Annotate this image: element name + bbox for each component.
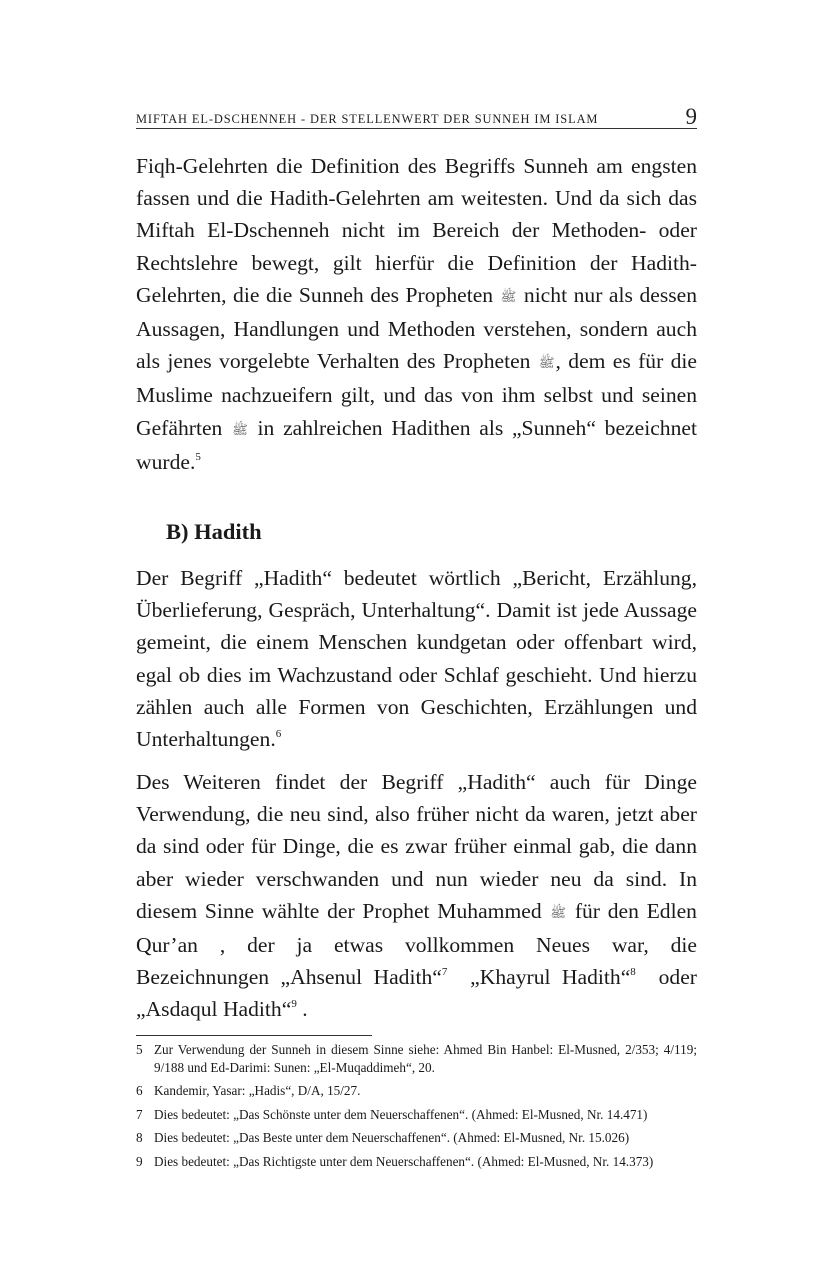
running-title: MIFTAH EL-DSCHENNEH - DER STELLENWERT DER SUNNEH IM ISLAM: [136, 112, 599, 126]
text-segment: Des Weiteren findet der Begriff „Hadith“ auch für Dinge Verwendung, die neu sind, also früher nicht da waren, jetzt aber da sind oder für Dinge, die es zwar früher einmal gab, die dann aber wieder verschwanden und nun wieder neu da sind. In diesem Sinne wählte der Prophet Muhammed: [136, 770, 697, 923]
paragraph-hadith-usage: [136, 766, 697, 1026]
footnote-item: [136, 1129, 697, 1147]
footnote-ref-7[interactable]: 7: [441, 966, 448, 979]
paragraph-hadith-meaning: [136, 562, 697, 755]
footnote-item: [136, 1106, 697, 1124]
footnote-number: 6: [136, 1083, 143, 1098]
footnote-ref-8[interactable]: 8: [630, 966, 636, 979]
honorific-saw-icon: ﷺ: [500, 288, 517, 304]
footnote-number: 7: [136, 1106, 143, 1122]
honorific-ra-icon: ﷺ: [232, 421, 248, 437]
footnote-ref-5[interactable]: 5: [195, 450, 201, 463]
footnote-text: Dies bedeutet: „Das Schönste unter dem Neuerschaffenen“. (Ahmed: El-Musned, Nr. 14.471): [154, 1106, 648, 1122]
text-segment: für den Edlen Qur’an , der ja etwas vollkommen Neues war, die Bezeichnungen „Ahsenul Hadith“: [136, 898, 697, 990]
footnote-ref-6[interactable]: 6: [275, 728, 282, 741]
footnote-number: 5: [136, 1042, 143, 1057]
honorific-saw-icon: ﷺ: [550, 904, 567, 920]
text-segment: „Khayrul Hadith“: [470, 965, 631, 990]
footnote-number: 9: [136, 1153, 143, 1169]
text-segment: .: [302, 997, 308, 1022]
paragraph-sunneh-definition: [136, 150, 697, 478]
footnote-item: [136, 1153, 697, 1171]
text-segment: Der Begriff „Hadith“ bedeutet wörtlich „Bericht, Erzählung, Überlieferung, Gespräch, Unterhaltung“. Damit ist jede Aussage gemeint, die einem Menschen kundgetan oder offenbart wird, egal ob dies im Wachzustand oder Schlaf geschieht. Und hierzu zählen auch alle Formen von Geschichten, Erzählungen und Unterhaltungen.: [136, 566, 697, 752]
section-heading-hadith: B) Hadith: [166, 519, 262, 544]
page-number: 9: [685, 104, 697, 129]
text-segment: , dem es für die Muslime nachzueifern gilt, und das von ihm selbst und seinen Gefährten: [136, 349, 697, 440]
text-segment: Fiqh-Gelehrten die Definition des Begriffs Sunneh am engsten fassen und die Hadith-Gelehrten am weitesten. Und da sich das Miftah El-Dschenneh nicht im Bereich der Methoden- oder Rechtslehre bewegt, gilt hierfür die Definition der Hadith-Gelehrten, die die Sunneh des Propheten: [136, 154, 697, 307]
footnote-item: [136, 1082, 697, 1100]
footnote-text: Zur Verwendung der Sunneh in diesem Sinne siehe: Ahmed Bin Hanbel: El-Musned, 2/353; 4/119; 9/188 und Ed-Darimi: Sunen: „El-Muqaddimeh“, 20.: [154, 1042, 697, 1075]
honorific-saw-icon: ﷺ: [538, 355, 555, 371]
footnote-item: [136, 1041, 697, 1076]
footnote-text: Kandemir, Yasar: „Hadis“, D/A, 15/27.: [154, 1083, 361, 1098]
footnote-text: Dies bedeutet: „Das Beste unter dem Neuerschaffenen“. (Ahmed: El-Musned, Nr. 15.026): [154, 1130, 630, 1145]
footnote-ref-9[interactable]: 9: [291, 998, 297, 1011]
footnote-text: Dies bedeutet: „Das Richtigste unter dem Neuerschaffenen“. (Ahmed: El-Musned, Nr. 14.373): [154, 1153, 654, 1169]
footnote-number: 8: [136, 1130, 143, 1145]
text-segment: oder „Asdaqul Hadith“: [136, 965, 697, 1022]
running-header: [136, 106, 697, 129]
footnotes-list: [136, 1041, 697, 1176]
text-segment: in zahlreichen Hadithen als „Sunneh“ bezeichnet wurde.: [136, 415, 697, 474]
text-segment: nicht nur als dessen Aussagen, Handlungen und Methoden verstehen, sondern auch als jenes vorgelebte Verhalten des Propheten: [136, 282, 698, 374]
footnote-divider: [136, 1035, 372, 1036]
